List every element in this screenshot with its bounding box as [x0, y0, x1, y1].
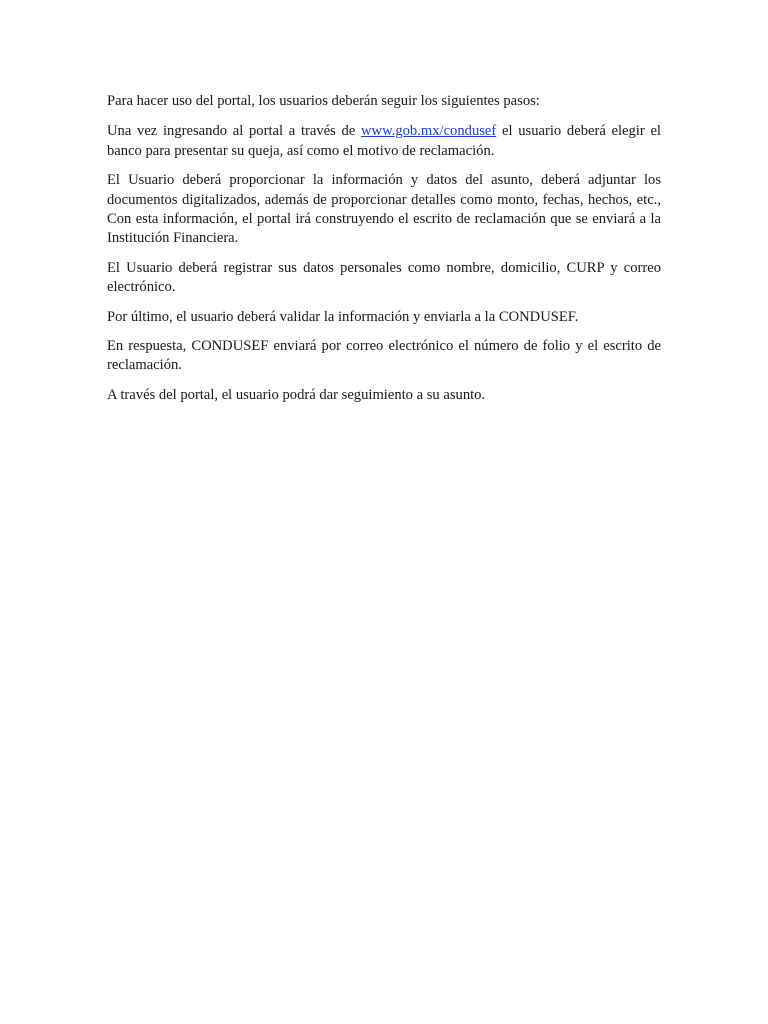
paragraph-response: En respuesta, CONDUSEF enviará por correo electrónico el número de folio y el escrito de reclamación. [107, 338, 661, 374]
paragraph-portal-access [107, 122, 661, 161]
paragraph-personal-data: El Usuario deberá registrar sus datos personales como nombre, domicilio, CURP y correo electrónico. [107, 259, 661, 296]
document-body [107, 92, 661, 415]
paragraph-information: El Usuario deberá proporcionar la información y datos del asunto, deberá adjuntar los documentos digitalizados, además de proporcionar detalles como monto, fechas, hechos, etc., Con esta información, el portal irá construyendo el escrito de reclamación que se enviará a la Institución Financiera. [107, 172, 661, 247]
paragraph-intro: Para hacer uso del portal, los usuarios deberán seguir los siguientes pasos: [107, 93, 540, 109]
paragraph-portal-access-text-start: Una vez ingresando al portal a través de [107, 123, 362, 140]
paragraph-validation: Por último, el usuario deberá validar la información y enviarla a la CONDUSEF. [107, 308, 579, 325]
condusef-portal-link[interactable]: www.gob.mx/condusef [361, 123, 497, 140]
paragraph-follow-up: A través del portal, el usuario podrá dar seguimiento a su asunto. [107, 386, 486, 403]
paragraph-portal-access-text-end: el usuario deberá elegir el banco para presentar su queja, así como el motivo de reclamación. [107, 123, 661, 159]
